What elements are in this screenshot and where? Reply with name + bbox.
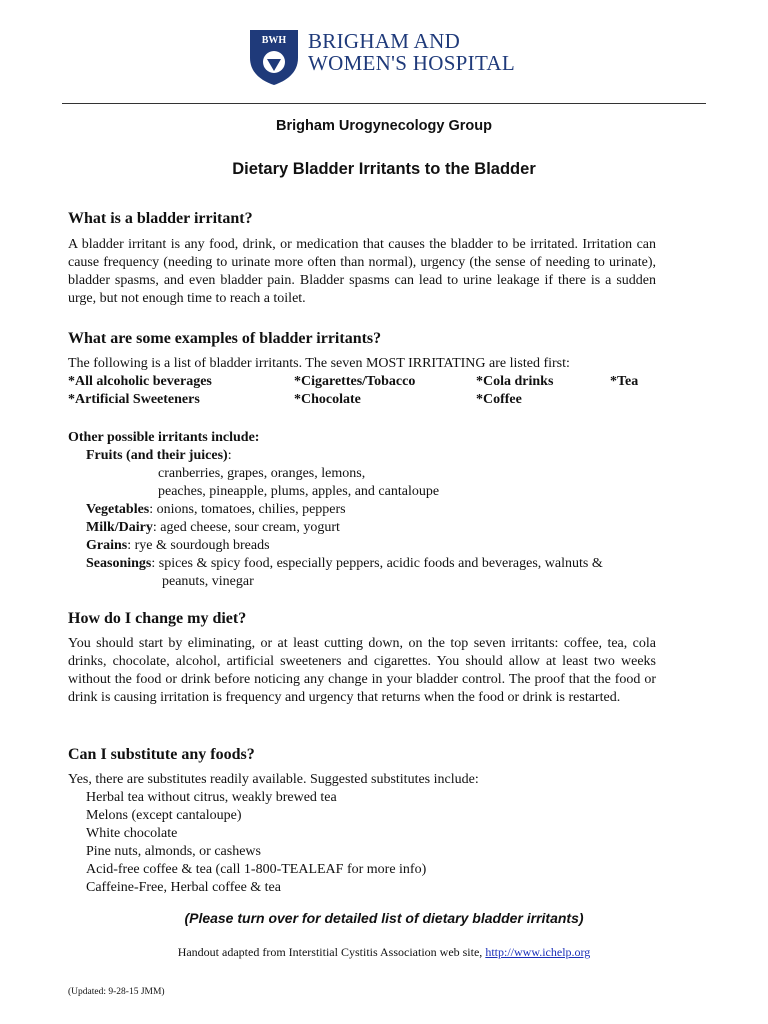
page-title: Dietary Bladder Irritants to the Bladder [232,160,536,178]
fruits-colon: : [227,448,232,463]
updated-date: (Updated: 9-28-15 JMM) [68,987,165,997]
irritant-item: *All alcoholic beverages [68,374,212,389]
hospital-logo [248,28,515,88]
dairy-label: Milk/Dairy [86,520,153,535]
most-irritating-row-1 [68,373,656,391]
list-item: Herbal tea without citrus, weakly brewed tea [86,790,337,805]
turn-over-note: (Please turn over for detailed list of dietary bladder irritants) [184,910,584,926]
logo-abbr: BWH [261,35,287,46]
list-item: Melons (except cantaloupe) [86,808,242,823]
grains-label: Grains [86,538,128,553]
section-substitutes [68,746,656,897]
irritant-item: *Artificial Sweeteners [68,392,200,407]
seasonings-label: Seasonings [86,556,152,571]
brand-name [308,30,515,74]
irritant-item: *Cigarettes/Tobacco [294,374,416,389]
section-body: You should start by eliminating, or at least cutting down, on the top seven irritants: coffee, tea, cola drinks, chocolate, alcohol, artificial sweeteners and cigarettes. You should allow at least two weeks without the food or drink before noticing any change in your bladder control. The proof that the food or drink is causing irritation is frequency and urgency that returns when the food or drink is restarted. [68,636,656,705]
seasonings-line [68,555,656,573]
grains-text: : rye & sourdough breads [127,538,270,553]
irritant-item: *Tea [610,374,639,389]
section-heading: What are some examples of bladder irritants? [68,330,382,347]
brand-line-1: BRIGHAM AND [308,29,461,53]
header-divider [62,103,706,104]
fruits-list-2: peaches, pineapple, plums, apples, and cantaloupe [158,484,440,499]
section-bladder-irritant [68,210,656,308]
vegetables-line [68,501,656,519]
ichelp-link[interactable]: http://www.ichelp.org [485,945,591,959]
list-item: White chocolate [86,826,178,841]
section-examples [68,330,656,591]
other-irritants-heading: Other possible irritants include: [68,430,260,445]
section-change-diet [68,610,656,707]
most-irritating-row-2 [68,391,656,409]
irritant-item: *Coffee [476,392,522,407]
vegetables-label: Vegetables [86,502,150,517]
list-item: Acid-free coffee & tea (call 1-800-TEALEAF for more info) [86,862,427,877]
attribution-text: Handout adapted from Interstitial Cystitis Association web site, [177,945,486,959]
dairy-text: : aged cheese, sour cream, yogurt [152,520,340,535]
list-item: Caffeine-Free, Herbal coffee & tea [86,880,281,895]
group-name: Brigham Urogynecology Group [276,118,492,134]
section-heading: How do I change my diet? [68,610,247,627]
shield-logo-icon [248,28,300,86]
section-body: A bladder irritant is any food, drink, or medication that causes the bladder to be irritated. Irritation can cause frequency (needing to urinate more often than normal), urgency (the sense of needing to urinate), bladder spasms, and even bladder pain. Bladder spasms can lead to urine leakage if there is a sudden urge, but not enough time to reach a toilet. [68,237,656,306]
grains-line [68,537,656,555]
list-item: Pine nuts, almonds, or cashews [86,844,261,859]
fruits-list-1: cranberries, grapes, oranges, lemons, [158,466,366,481]
source-attribution [0,945,768,960]
irritant-item: *Cola drinks [476,374,554,389]
dairy-line [68,519,656,537]
seasonings-line-2: peanuts, vinegar [162,574,254,589]
vegetables-text: : onions, tomatoes, chilies, peppers [149,502,346,517]
seasonings-text: : spices & spicy food, especially peppers, acidic foods and beverages, walnuts & [151,556,603,571]
section-heading: What is a bladder irritant? [68,210,253,227]
section-heading: Can I substitute any foods? [68,746,255,763]
examples-intro: The following is a list of bladder irritants. The seven MOST IRRITATING are listed first: [68,356,570,371]
brand-line-2: WOMEN'S HOSPITAL [308,51,515,75]
substitutes-intro: Yes, there are substitutes readily available. Suggested substitutes include: [68,772,479,787]
fruits-label: Fruits (and their juices) [86,448,228,463]
irritant-item: *Chocolate [294,392,361,407]
fruits-line [68,447,656,465]
